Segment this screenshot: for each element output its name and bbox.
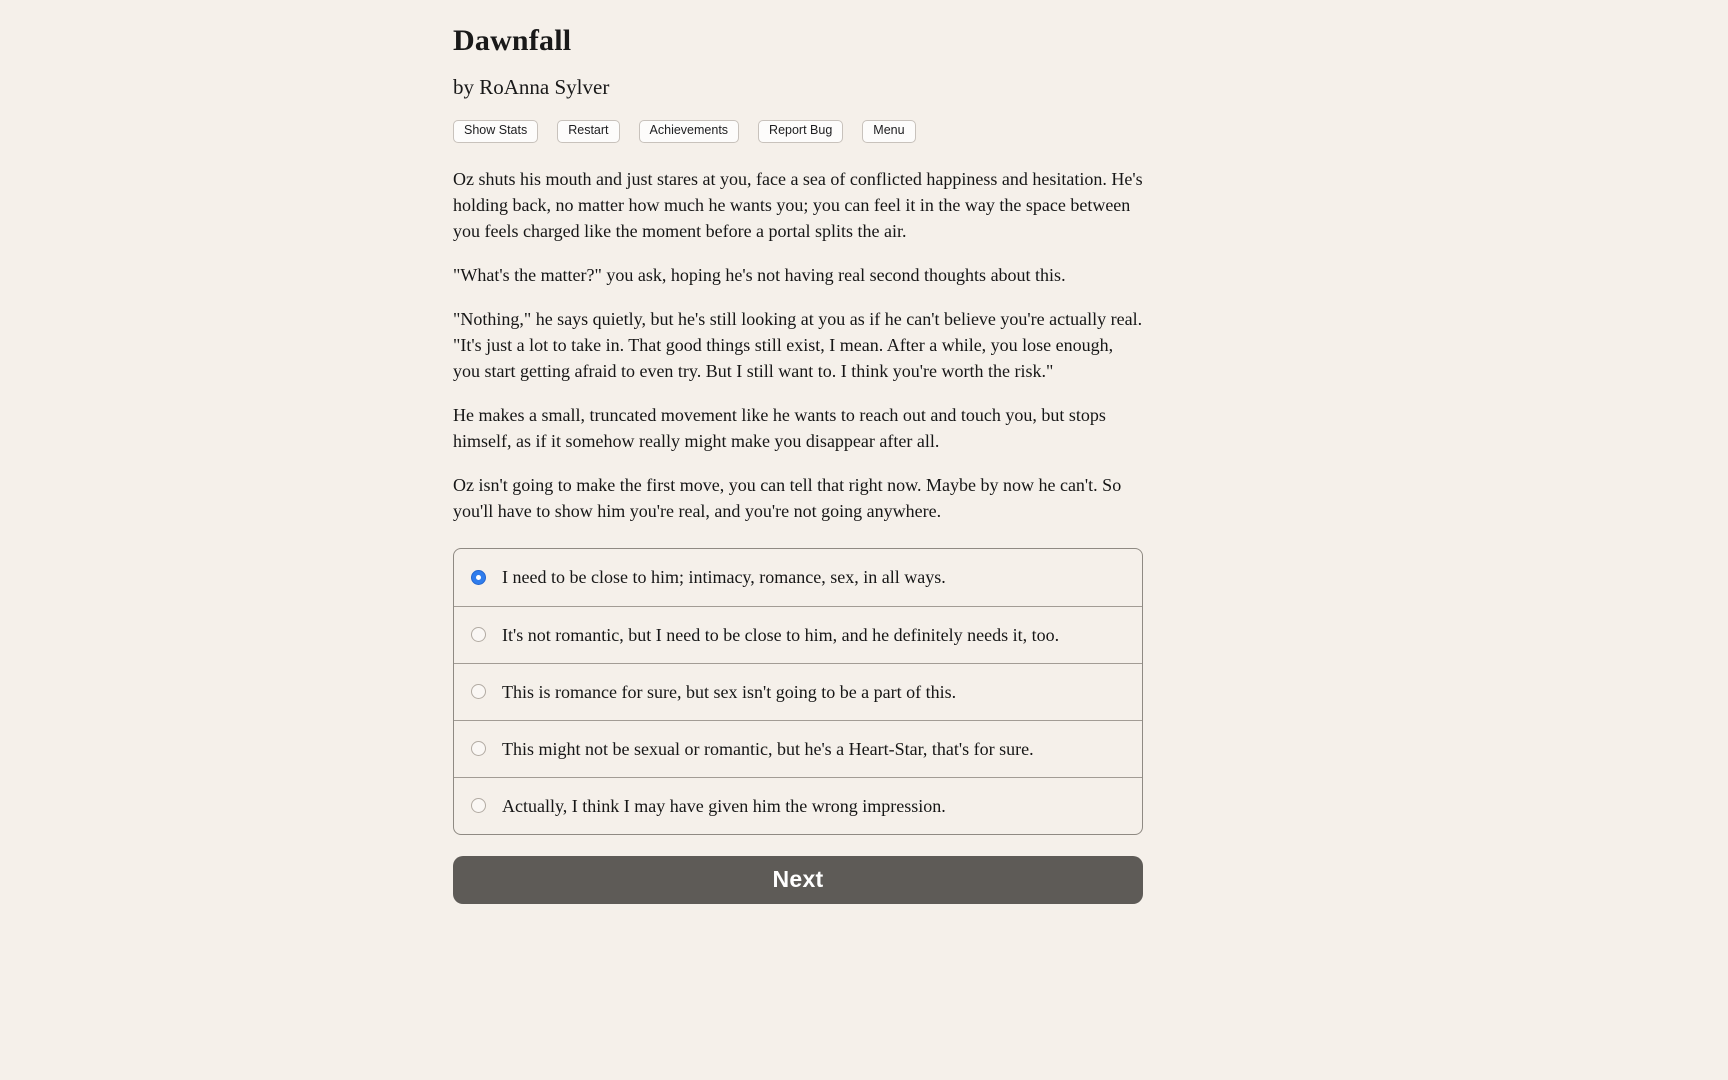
choice-option-5[interactable] — [454, 777, 1142, 834]
story-text — [453, 166, 1143, 524]
choice-option-4[interactable] — [454, 720, 1142, 777]
toolbar — [453, 120, 1143, 143]
story-paragraph: "What's the matter?" you ask, hoping he's not having real second thoughts about this. — [453, 264, 1066, 285]
choice-list — [453, 548, 1143, 835]
game-author: by RoAnna Sylver — [453, 75, 610, 99]
story-paragraph: He makes a small, truncated movement like he wants to reach out and touch you, but stops himself, as if it somehow really might make you disappear after all. — [453, 404, 1106, 451]
game-title: Dawnfall — [453, 24, 572, 57]
choice-label: This might not be sexual or romantic, but he's a Heart-Star, that's for sure. — [502, 738, 1034, 759]
radio-button[interactable] — [471, 627, 486, 642]
story-paragraph: "Nothing," he says quietly, but he's still looking at you as if he can't believe you're actually real. "It's just a lot to take in. That good things still exist, I mean. After a while, you lose enough, you start getting afraid to even try. But I still want to. I think you're worth the risk." — [453, 308, 1143, 381]
achievements-button[interactable]: Achievements — [639, 120, 740, 143]
choice-label: This is romance for sure, but sex isn't going to be a part of this. — [502, 681, 957, 702]
story-paragraph: Oz isn't going to make the first move, you can tell that right now. Maybe by now he can't. So you'll have to show him you're real, and you're not going anywhere. — [453, 474, 1122, 521]
choice-label: It's not romantic, but I need to be close to him, and he definitely needs it, too. — [502, 624, 1060, 645]
choice-option-3[interactable] — [454, 663, 1142, 720]
show-stats-button[interactable]: Show Stats — [453, 120, 538, 143]
restart-button[interactable]: Restart — [557, 120, 619, 143]
radio-button[interactable] — [471, 570, 486, 585]
menu-button[interactable]: Menu — [862, 120, 915, 143]
radio-button[interactable] — [471, 684, 486, 699]
story-paragraph: Oz shuts his mouth and just stares at you, face a sea of conflicted happiness and hesitation. He's holding back, no matter how much he wants you; you can feel it in the way the space between you feels charged like the moment before a portal splits the air. — [453, 168, 1143, 241]
choice-label: Actually, I think I may have given him the wrong impression. — [502, 795, 946, 816]
game-content — [453, 0, 1143, 904]
choice-option-2[interactable] — [454, 606, 1142, 663]
radio-button[interactable] — [471, 798, 486, 813]
report-bug-button[interactable]: Report Bug — [758, 120, 843, 143]
next-button[interactable]: Next — [453, 856, 1143, 904]
choice-label: I need to be close to him; intimacy, romance, sex, in all ways. — [502, 567, 946, 588]
radio-button[interactable] — [471, 741, 486, 756]
choice-option-1[interactable] — [454, 549, 1142, 606]
